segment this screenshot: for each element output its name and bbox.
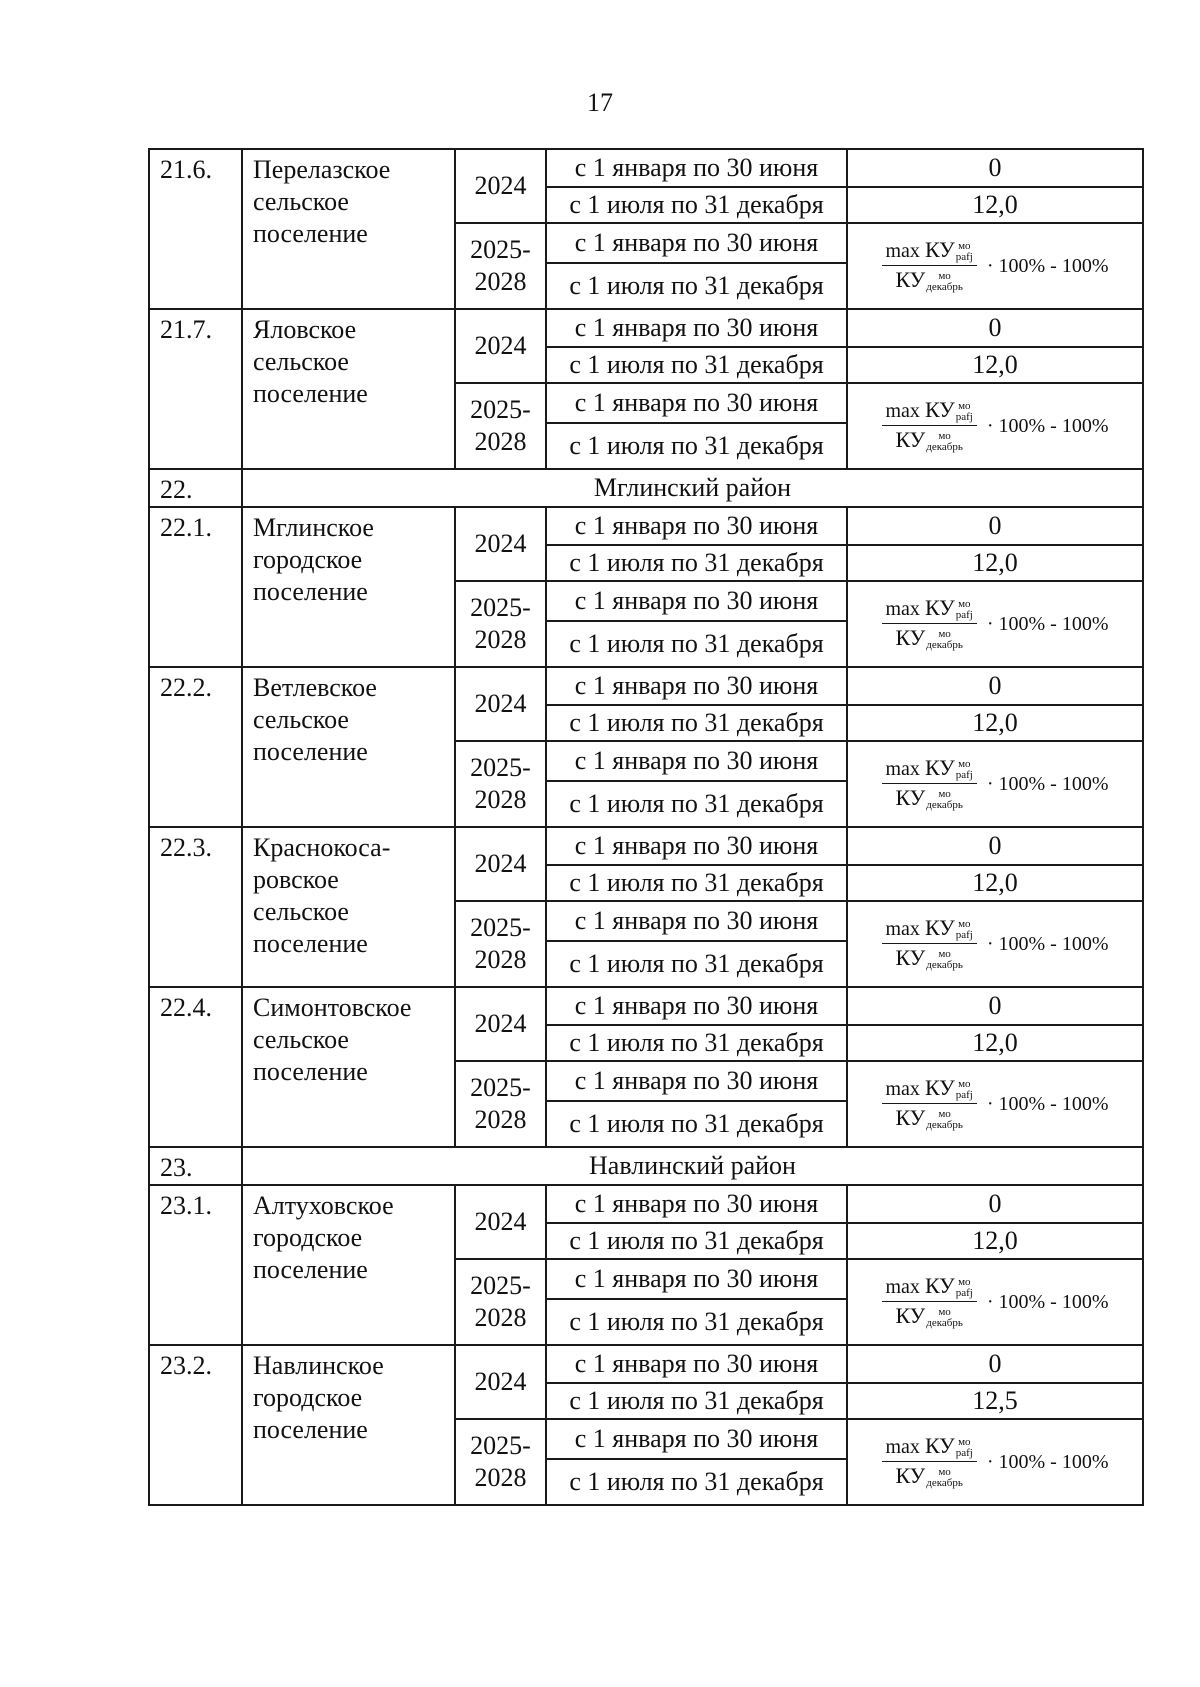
district-name: Мглинский район	[242, 469, 1143, 507]
formula-ku: КУ	[895, 427, 926, 452]
entity-name-line: ровское	[253, 865, 339, 894]
entity-name-line: Яловское	[253, 315, 357, 344]
entity-name-line: сельское	[253, 1025, 349, 1054]
formula-denominator	[891, 784, 966, 811]
formula-tail: · 100% - 100%	[986, 933, 1109, 955]
formula-superscript: мо	[958, 758, 971, 770]
formula-numerator	[882, 1432, 977, 1462]
year-cell	[455, 581, 546, 667]
formula-max: max	[885, 597, 920, 620]
formula-superscript: мо	[958, 1078, 971, 1090]
period-cell: с 1 января по 30 июня	[546, 667, 847, 705]
formula-ku: КУ	[895, 625, 926, 650]
formula-subscript: pafj	[955, 929, 973, 941]
year-line: 2028	[474, 1303, 527, 1332]
formula-ku: КУ	[924, 754, 955, 780]
formula-scripts	[956, 599, 973, 621]
entity-name-line: поселение	[253, 1415, 368, 1444]
year-line: 2025-	[470, 753, 531, 782]
period-cell: с 1 июля по 31 декабря	[546, 1383, 847, 1419]
formula-scripts	[926, 1307, 963, 1329]
table-row	[149, 1185, 1143, 1223]
year-line: 2028	[474, 625, 527, 654]
year-cell	[455, 827, 546, 901]
formula-scripts	[956, 1277, 973, 1299]
period-cell: с 1 января по 30 июня	[546, 987, 847, 1025]
period-cell: с 1 июля по 31 декабря	[546, 1299, 847, 1345]
formula-cell	[847, 1419, 1143, 1505]
period-cell: с 1 января по 30 июня	[546, 383, 847, 423]
formula-max: max	[885, 1275, 920, 1298]
table-row	[149, 149, 1143, 187]
tariff-table-body	[149, 149, 1143, 1505]
formula-subscript: pafj	[955, 1447, 973, 1459]
formula-ku: КУ	[924, 236, 955, 262]
formula-denominator	[891, 426, 966, 453]
formula-fraction	[882, 1432, 977, 1490]
value-cell: 0	[847, 507, 1143, 545]
formula-subscript: pafj	[955, 1089, 973, 1101]
period-cell: с 1 января по 30 июня	[546, 1419, 847, 1459]
formula-denominator	[891, 266, 966, 293]
formula-denominator	[891, 624, 966, 651]
formula-ku: КУ	[895, 1303, 926, 1328]
period-cell: с 1 июля по 31 декабря	[546, 423, 847, 469]
year-line: 2025-	[470, 1271, 531, 1300]
row-number: 23.	[149, 1147, 242, 1185]
formula-fraction	[882, 1074, 977, 1132]
period-cell: с 1 июля по 31 декабря	[546, 187, 847, 223]
formula-scripts	[956, 1437, 973, 1459]
formula-ku: КУ	[895, 945, 926, 970]
value-cell: 12,5	[847, 1383, 1143, 1419]
formula-tail: · 100% - 100%	[986, 255, 1109, 277]
formula-numerator	[882, 594, 977, 624]
row-number: 21.7.	[149, 309, 242, 469]
period-cell: с 1 января по 30 июня	[546, 149, 847, 187]
formula-cell	[847, 383, 1143, 469]
year-cell	[455, 223, 546, 309]
formula-tail: · 100% - 100%	[986, 1291, 1109, 1313]
entity-name-line: поселение	[253, 577, 368, 606]
value-cell: 12,0	[847, 865, 1143, 901]
formula-superscript: мо	[938, 628, 951, 641]
entity-name-line: поселение	[253, 379, 368, 408]
entity-name-line: поселение	[253, 929, 368, 958]
entity-name-line: Перелазское	[253, 155, 391, 184]
period-cell: с 1 января по 30 июня	[546, 309, 847, 347]
formula-fraction	[882, 236, 977, 294]
table-row	[149, 827, 1143, 865]
formula-ku: КУ	[895, 785, 926, 810]
formula-denominator	[891, 944, 966, 971]
year-line: 2025-	[470, 593, 531, 622]
year-cell	[455, 383, 546, 469]
year-line: 2024	[474, 1367, 527, 1396]
value-cell: 0	[847, 1185, 1143, 1223]
period-cell: с 1 июля по 31 декабря	[546, 941, 847, 987]
formula-superscript: мо	[938, 1108, 951, 1121]
year-line: 2028	[474, 945, 527, 974]
formula-ku: КУ	[924, 1432, 955, 1458]
year-cell	[455, 149, 546, 223]
formula-scripts	[956, 919, 973, 941]
formula-fraction	[882, 754, 977, 812]
entity-name-line: сельское	[253, 187, 349, 216]
year-line: 2028	[474, 1105, 527, 1134]
year-cell	[455, 741, 546, 827]
formula-superscript: мо	[958, 400, 971, 412]
entity-name	[242, 987, 455, 1147]
formula-subscript: декабрь	[926, 1119, 963, 1132]
entity-name-line: Алтуховское	[253, 1191, 394, 1220]
formula-max: max	[885, 1077, 920, 1100]
formula-numerator	[882, 1074, 977, 1104]
period-cell: с 1 июля по 31 декабря	[546, 705, 847, 741]
tariff-table	[148, 148, 1144, 1506]
table-row	[149, 667, 1143, 705]
row-number: 23.2.	[149, 1345, 242, 1505]
formula-ku: КУ	[924, 396, 955, 422]
period-cell: с 1 июля по 31 декабря	[546, 545, 847, 581]
year-line: 2028	[474, 267, 527, 296]
year-cell	[455, 1185, 546, 1259]
formula-scripts	[926, 789, 963, 811]
year-cell	[455, 507, 546, 581]
year-line: 2024	[474, 849, 527, 878]
row-number: 22.2.	[149, 667, 242, 827]
formula-expression	[848, 389, 1142, 463]
period-cell: с 1 июля по 31 декабря	[546, 263, 847, 309]
year-cell	[455, 1061, 546, 1147]
formula-subscript: декабрь	[926, 1317, 963, 1330]
formula-subscript: декабрь	[926, 441, 963, 454]
formula-scripts	[956, 241, 973, 263]
year-line: 2025-	[470, 1073, 531, 1102]
formula-ku: КУ	[895, 267, 926, 292]
formula-expression	[848, 229, 1142, 303]
year-line: 2025-	[470, 1431, 531, 1460]
formula-tail: · 100% - 100%	[986, 773, 1109, 795]
formula-max: max	[885, 239, 920, 262]
table-row	[149, 507, 1143, 545]
formula-cell	[847, 581, 1143, 667]
period-cell: с 1 января по 30 июня	[546, 901, 847, 941]
value-cell: 12,0	[847, 187, 1143, 223]
formula-denominator	[891, 1104, 966, 1131]
period-cell: с 1 января по 30 июня	[546, 827, 847, 865]
formula-ku: КУ	[924, 914, 955, 940]
formula-tail: · 100% - 100%	[986, 613, 1109, 635]
table-row	[149, 987, 1143, 1025]
page-number: 17	[587, 88, 613, 117]
formula-numerator	[882, 1272, 977, 1302]
formula-ku: КУ	[924, 1272, 955, 1298]
value-cell: 0	[847, 667, 1143, 705]
period-cell: с 1 июля по 31 декабря	[546, 1101, 847, 1147]
formula-superscript: мо	[938, 270, 951, 283]
period-cell: с 1 июля по 31 декабря	[546, 1459, 847, 1505]
period-cell: с 1 января по 30 июня	[546, 507, 847, 545]
entity-name-line: Симонтовское	[253, 993, 412, 1022]
period-cell: с 1 января по 30 июня	[546, 1061, 847, 1101]
period-cell: с 1 января по 30 июня	[546, 1185, 847, 1223]
entity-name	[242, 1345, 455, 1505]
period-cell: с 1 января по 30 июня	[546, 223, 847, 263]
formula-tail: · 100% - 100%	[986, 1093, 1109, 1115]
year-cell	[455, 309, 546, 383]
formula-ku: КУ	[895, 1463, 926, 1488]
formula-fraction	[882, 1272, 977, 1330]
formula-scripts	[926, 1467, 963, 1489]
formula-superscript: мо	[958, 598, 971, 610]
formula-scripts	[926, 629, 963, 651]
period-cell: с 1 января по 30 июня	[546, 1259, 847, 1299]
formula-expression	[848, 587, 1142, 661]
year-cell	[455, 1259, 546, 1345]
formula-superscript: мо	[938, 948, 951, 961]
year-line: 2024	[474, 171, 527, 200]
value-cell: 0	[847, 987, 1143, 1025]
value-cell: 0	[847, 149, 1143, 187]
period-cell: с 1 июля по 31 декабря	[546, 1223, 847, 1259]
formula-fraction	[882, 594, 977, 652]
district-row	[149, 469, 1143, 507]
row-number: 22.1.	[149, 507, 242, 667]
value-cell: 12,0	[847, 545, 1143, 581]
year-line: 2024	[474, 689, 527, 718]
formula-superscript: мо	[938, 788, 951, 801]
formula-subscript: декабрь	[926, 639, 963, 652]
formula-max: max	[885, 757, 920, 780]
year-line: 2025-	[470, 395, 531, 424]
formula-denominator	[891, 1302, 966, 1329]
entity-name-line: сельское	[253, 897, 349, 926]
entity-name	[242, 1185, 455, 1345]
formula-fraction	[882, 914, 977, 972]
value-cell: 12,0	[847, 705, 1143, 741]
entity-name-line: Ветлевское	[253, 673, 377, 702]
year-line: 2028	[474, 427, 527, 456]
formula-max: max	[885, 1435, 920, 1458]
entity-name	[242, 667, 455, 827]
entity-name-line: поселение	[253, 737, 368, 766]
formula-scripts	[926, 1109, 963, 1131]
district-row	[149, 1147, 1143, 1185]
formula-numerator	[882, 754, 977, 784]
table-row	[149, 309, 1143, 347]
formula-cell	[847, 1259, 1143, 1345]
period-cell: с 1 июля по 31 декабря	[546, 865, 847, 901]
year-cell	[455, 1419, 546, 1505]
formula-tail: · 100% - 100%	[986, 1451, 1109, 1473]
value-cell: 0	[847, 827, 1143, 865]
period-cell: с 1 июля по 31 декабря	[546, 1025, 847, 1061]
entity-name-line: Краснокоса-	[253, 833, 391, 862]
formula-cell	[847, 223, 1143, 309]
year-cell	[455, 987, 546, 1061]
formula-expression	[848, 1425, 1142, 1499]
formula-numerator	[882, 396, 977, 426]
year-line: 2024	[474, 529, 527, 558]
formula-scripts	[926, 271, 963, 293]
period-cell: с 1 июля по 31 декабря	[546, 347, 847, 383]
entity-name-line: поселение	[253, 219, 368, 248]
formula-numerator	[882, 236, 977, 266]
value-cell: 12,0	[847, 1025, 1143, 1061]
year-line: 2025-	[470, 235, 531, 264]
row-number: 22.	[149, 469, 242, 507]
period-cell: с 1 июля по 31 декабря	[546, 621, 847, 667]
entity-name-line: Навлинское	[253, 1351, 384, 1380]
formula-expression	[848, 747, 1142, 821]
formula-cell	[847, 901, 1143, 987]
formula-subscript: декабрь	[926, 281, 963, 294]
period-cell: с 1 января по 30 июня	[546, 1345, 847, 1383]
formula-denominator	[891, 1462, 966, 1489]
formula-ku: КУ	[895, 1105, 926, 1130]
formula-cell	[847, 741, 1143, 827]
year-line: 2024	[474, 331, 527, 360]
entity-name-line: Мглинское	[253, 513, 374, 542]
formula-subscript: pafj	[955, 411, 973, 423]
row-number: 23.1.	[149, 1185, 242, 1345]
formula-expression	[848, 907, 1142, 981]
formula-ku: КУ	[924, 594, 955, 620]
period-cell: с 1 июля по 31 декабря	[546, 781, 847, 827]
year-line: 2028	[474, 785, 527, 814]
formula-scripts	[926, 431, 963, 453]
formula-expression	[848, 1265, 1142, 1339]
formula-superscript: мо	[938, 1306, 951, 1319]
value-cell: 12,0	[847, 1223, 1143, 1259]
entity-name-line: сельское	[253, 347, 349, 376]
year-cell	[455, 667, 546, 741]
formula-superscript: мо	[938, 1466, 951, 1479]
formula-cell	[847, 1061, 1143, 1147]
formula-scripts	[926, 949, 963, 971]
value-cell: 0	[847, 1345, 1143, 1383]
formula-fraction	[882, 396, 977, 454]
formula-superscript: мо	[958, 1436, 971, 1448]
formula-subscript: pafj	[955, 609, 973, 621]
row-number: 21.6.	[149, 149, 242, 309]
entity-name-line: городское	[253, 545, 363, 574]
formula-expression	[848, 1067, 1142, 1141]
row-number: 22.3.	[149, 827, 242, 987]
period-cell: с 1 января по 30 июня	[546, 581, 847, 621]
year-cell	[455, 1345, 546, 1419]
formula-subscript: pafj	[955, 1287, 973, 1299]
formula-max: max	[885, 399, 920, 422]
formula-subscript: декабрь	[926, 959, 963, 972]
formula-superscript: мо	[938, 430, 951, 443]
formula-numerator	[882, 914, 977, 944]
year-cell	[455, 901, 546, 987]
entity-name	[242, 507, 455, 667]
period-cell: с 1 января по 30 июня	[546, 741, 847, 781]
formula-scripts	[956, 1079, 973, 1101]
formula-ku: КУ	[924, 1074, 955, 1100]
formula-tail: · 100% - 100%	[986, 415, 1109, 437]
entity-name	[242, 149, 455, 309]
entity-name-line: городское	[253, 1383, 363, 1412]
value-cell: 0	[847, 309, 1143, 347]
row-number: 22.4.	[149, 987, 242, 1147]
formula-subscript: pafj	[955, 251, 973, 263]
table-row	[149, 1345, 1143, 1383]
year-line: 2025-	[470, 913, 531, 942]
entity-name-line: городское	[253, 1223, 363, 1252]
entity-name	[242, 309, 455, 469]
formula-scripts	[956, 759, 973, 781]
formula-scripts	[956, 401, 973, 423]
formula-superscript: мо	[958, 240, 971, 252]
formula-superscript: мо	[958, 918, 971, 930]
year-line: 2024	[474, 1207, 527, 1236]
formula-subscript: pafj	[955, 769, 973, 781]
formula-superscript: мо	[958, 1276, 971, 1288]
year-line: 2028	[474, 1463, 527, 1492]
entity-name-line: поселение	[253, 1255, 368, 1284]
formula-subscript: декабрь	[926, 799, 963, 812]
formula-subscript: декабрь	[926, 1477, 963, 1490]
formula-max: max	[885, 917, 920, 940]
district-name: Навлинский район	[242, 1147, 1143, 1185]
entity-name-line: поселение	[253, 1057, 368, 1086]
entity-name-line: сельское	[253, 705, 349, 734]
entity-name	[242, 827, 455, 987]
year-line: 2024	[474, 1009, 527, 1038]
value-cell: 12,0	[847, 347, 1143, 383]
